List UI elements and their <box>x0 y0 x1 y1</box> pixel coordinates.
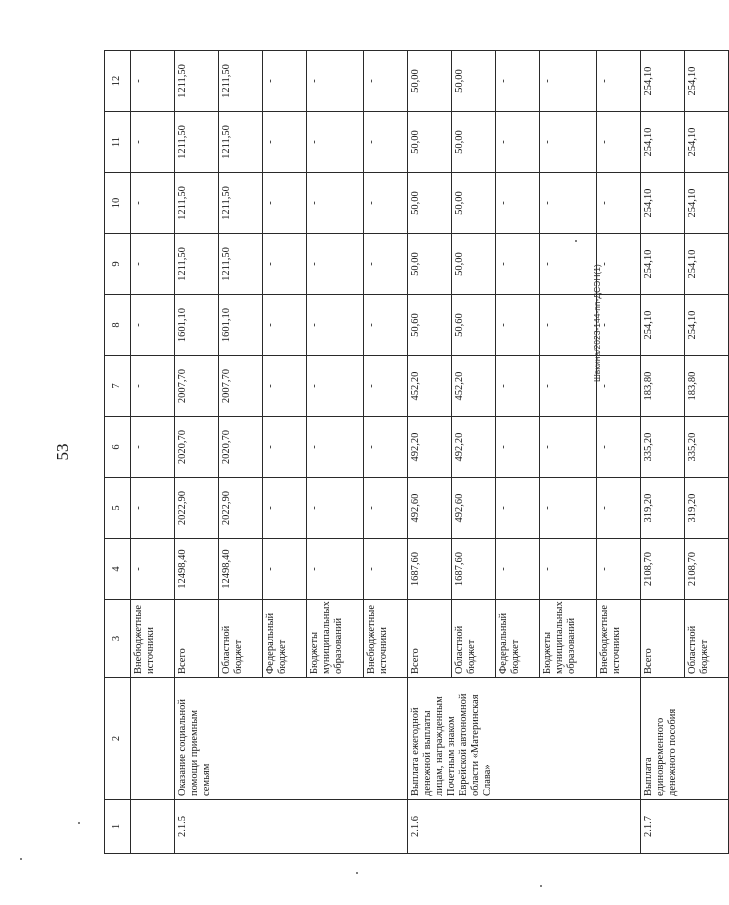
value-cell: - <box>307 295 364 356</box>
value-cell: 2022,90 <box>219 478 263 539</box>
value-cell: - <box>263 417 307 478</box>
value-cell: - <box>597 539 641 600</box>
value-cell: - <box>496 173 540 234</box>
value-cell: 50,60 <box>452 295 496 356</box>
funding-source-cell: Федеральный бюджет <box>496 600 540 678</box>
header-row <box>105 51 131 854</box>
value-cell: 254,10 <box>641 112 685 173</box>
item-name-cell: Выплата единовременного денежного пособия <box>641 678 729 800</box>
value-cell: - <box>307 417 364 478</box>
value-cell: 183,80 <box>641 356 685 417</box>
value-cell: 183,80 <box>685 356 729 417</box>
value-cell: - <box>597 234 641 295</box>
value-cell: - <box>540 539 597 600</box>
scan-speck <box>540 885 542 887</box>
doc-code: Швкина/2023-144-пп-ДСЭН(1) <box>592 264 602 382</box>
value-cell: - <box>597 417 641 478</box>
value-cell: 50,00 <box>408 234 452 295</box>
value-cell: - <box>131 478 175 539</box>
funding-source-cell: Всего <box>408 600 452 678</box>
value-cell: 1211,50 <box>175 234 219 295</box>
header-cell: 5 <box>105 478 131 539</box>
header-cell: 9 <box>105 234 131 295</box>
value-cell: 2108,70 <box>685 539 729 600</box>
value-cell: - <box>540 295 597 356</box>
value-cell: 50,00 <box>408 51 452 112</box>
value-cell: 1687,60 <box>408 539 452 600</box>
value-cell: 2020,70 <box>219 417 263 478</box>
funding-source-cell: Всего <box>175 600 219 678</box>
value-cell: - <box>496 356 540 417</box>
value-cell: - <box>131 51 175 112</box>
value-cell: - <box>131 417 175 478</box>
value-cell: 254,10 <box>685 234 729 295</box>
item-name-cell: Оказание социальной помощи приемным семьям <box>175 678 408 800</box>
header-cell: 6 <box>105 417 131 478</box>
funding-source-cell: Внебюджетные источники <box>364 600 408 678</box>
header-cell: 7 <box>105 356 131 417</box>
header-cell: 3 <box>105 600 131 678</box>
header-cell: 2 <box>105 678 131 800</box>
value-cell: 1211,50 <box>219 234 263 295</box>
value-cell: - <box>597 51 641 112</box>
header-cell: 11 <box>105 112 131 173</box>
value-cell: - <box>131 539 175 600</box>
value-cell: 50,00 <box>452 234 496 295</box>
item-code-cell <box>131 800 175 854</box>
funding-source-cell: Областной бюджет <box>685 600 729 678</box>
value-cell: - <box>263 112 307 173</box>
value-cell: - <box>263 51 307 112</box>
value-cell: 2007,70 <box>175 356 219 417</box>
table-row <box>408 51 452 854</box>
value-cell: 50,60 <box>408 295 452 356</box>
value-cell: - <box>597 173 641 234</box>
value-cell: - <box>364 295 408 356</box>
value-cell: - <box>307 51 364 112</box>
value-cell: 319,20 <box>641 478 685 539</box>
value-cell: - <box>263 539 307 600</box>
value-cell: - <box>364 234 408 295</box>
funding-source-cell: Бюджеты муниципальных образований <box>540 600 597 678</box>
value-cell: - <box>307 356 364 417</box>
value-cell: 254,10 <box>685 173 729 234</box>
value-cell: 50,00 <box>408 173 452 234</box>
value-cell: - <box>496 112 540 173</box>
value-cell: - <box>364 112 408 173</box>
item-code-cell: 2.1.6 <box>408 800 641 854</box>
item-code-cell: 2.1.7 <box>641 800 729 854</box>
header-cell: 4 <box>105 539 131 600</box>
header-cell: 12 <box>105 51 131 112</box>
value-cell: 254,10 <box>685 51 729 112</box>
value-cell: 492,60 <box>452 478 496 539</box>
value-cell: - <box>364 173 408 234</box>
value-cell: - <box>364 356 408 417</box>
value-cell: 254,10 <box>641 234 685 295</box>
value-cell: 2022,90 <box>175 478 219 539</box>
value-cell: 50,00 <box>452 173 496 234</box>
value-cell: - <box>364 478 408 539</box>
value-cell: - <box>307 173 364 234</box>
value-cell: - <box>496 234 540 295</box>
funding-source-cell: Федеральный бюджет <box>263 600 307 678</box>
value-cell: 1211,50 <box>175 51 219 112</box>
value-cell: - <box>540 51 597 112</box>
value-cell: 1211,50 <box>219 173 263 234</box>
funding-source-cell: Внебюджетные источники <box>131 600 175 678</box>
value-cell: - <box>307 539 364 600</box>
value-cell: - <box>307 478 364 539</box>
value-cell: - <box>307 112 364 173</box>
funding-source-cell: Бюджеты муниципальных образований <box>307 600 364 678</box>
value-cell: 492,20 <box>408 417 452 478</box>
value-cell: 335,20 <box>641 417 685 478</box>
value-cell: 50,00 <box>452 51 496 112</box>
value-cell: 254,10 <box>641 173 685 234</box>
value-cell: - <box>263 173 307 234</box>
funding-source-cell: Всего <box>641 600 685 678</box>
value-cell: - <box>364 51 408 112</box>
value-cell: 1601,10 <box>219 295 263 356</box>
value-cell: 2108,70 <box>641 539 685 600</box>
item-code-cell: 2.1.5 <box>175 800 408 854</box>
value-cell: - <box>263 356 307 417</box>
value-cell: - <box>597 295 641 356</box>
value-cell: 254,10 <box>641 295 685 356</box>
table-row <box>641 51 685 854</box>
value-cell: 1687,60 <box>452 539 496 600</box>
value-cell: - <box>540 112 597 173</box>
value-cell: - <box>364 417 408 478</box>
value-cell: 452,20 <box>408 356 452 417</box>
funding-source-cell: Областной бюджет <box>219 600 263 678</box>
scan-speck <box>356 872 358 874</box>
value-cell: 492,20 <box>452 417 496 478</box>
item-name-cell <box>131 678 175 800</box>
value-cell: - <box>131 295 175 356</box>
value-cell: 319,20 <box>685 478 729 539</box>
value-cell: 1211,50 <box>219 112 263 173</box>
value-cell: - <box>540 234 597 295</box>
value-cell: 1211,50 <box>219 51 263 112</box>
value-cell: - <box>540 417 597 478</box>
page-number: 53 <box>53 443 72 461</box>
header-cell: 10 <box>105 173 131 234</box>
value-cell: 12498,40 <box>175 539 219 600</box>
value-cell: 50,00 <box>408 112 452 173</box>
scan-speck <box>78 822 80 824</box>
value-cell: 50,00 <box>452 112 496 173</box>
value-cell: 2007,70 <box>219 356 263 417</box>
value-cell: 1211,50 <box>175 173 219 234</box>
value-cell: 492,60 <box>408 478 452 539</box>
value-cell: - <box>263 234 307 295</box>
budget-table <box>104 50 729 854</box>
value-cell: - <box>540 173 597 234</box>
header-cell: 1 <box>105 800 131 854</box>
value-cell: 254,10 <box>685 112 729 173</box>
scan-speck <box>20 858 22 860</box>
value-cell: - <box>131 234 175 295</box>
value-cell: - <box>131 112 175 173</box>
value-cell: 1211,50 <box>175 112 219 173</box>
value-cell: 335,20 <box>685 417 729 478</box>
value-cell: - <box>496 51 540 112</box>
value-cell: - <box>307 234 364 295</box>
value-cell: 2020,70 <box>175 417 219 478</box>
table-row <box>131 51 175 854</box>
value-cell: 254,10 <box>685 295 729 356</box>
value-cell: 12498,40 <box>219 539 263 600</box>
scan-speck <box>575 240 577 242</box>
value-cell: - <box>540 356 597 417</box>
value-cell: - <box>496 539 540 600</box>
funding-source-cell: Областной бюджет <box>452 600 496 678</box>
funding-source-cell: Внебюджетные источники <box>597 600 641 678</box>
value-cell: - <box>496 295 540 356</box>
value-cell: - <box>597 356 641 417</box>
value-cell: 254,10 <box>641 51 685 112</box>
value-cell: - <box>131 356 175 417</box>
header-cell: 8 <box>105 295 131 356</box>
value-cell: - <box>263 478 307 539</box>
value-cell: - <box>496 417 540 478</box>
value-cell: - <box>597 478 641 539</box>
value-cell: - <box>364 539 408 600</box>
value-cell: - <box>131 173 175 234</box>
value-cell: 452,20 <box>452 356 496 417</box>
item-name-cell: Выплата ежегодной денежной выплаты лицам, награжденным Почетным знаком Еврейской автономной области «Материнская Слава» <box>408 678 641 800</box>
value-cell: - <box>496 478 540 539</box>
value-cell: 1601,10 <box>175 295 219 356</box>
value-cell: - <box>540 478 597 539</box>
table-row <box>175 51 219 854</box>
value-cell: - <box>597 112 641 173</box>
value-cell: - <box>263 295 307 356</box>
